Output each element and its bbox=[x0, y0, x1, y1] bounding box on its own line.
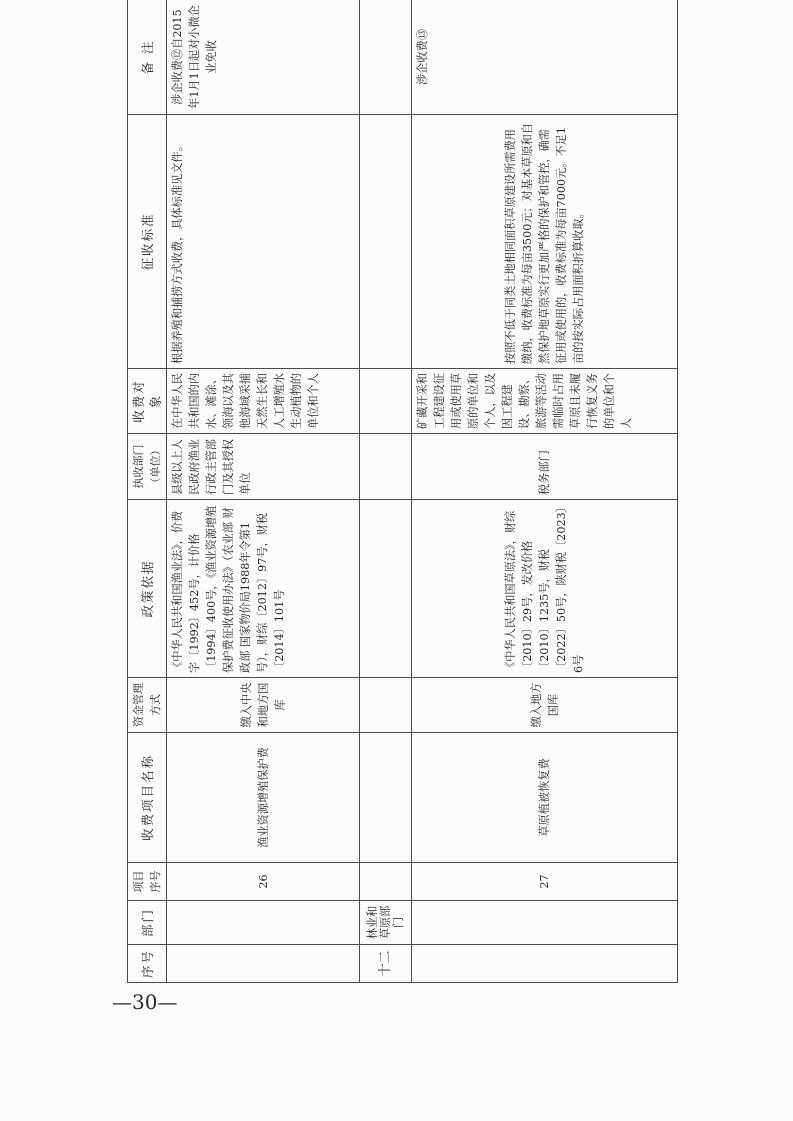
page-number: —30— bbox=[112, 990, 178, 1014]
cell-item-no: 27 bbox=[412, 863, 678, 901]
cell-fund: 缴入地方国库 bbox=[412, 678, 678, 733]
cell-collector: 税务部门 bbox=[412, 434, 678, 500]
cell-payer: 矿藏开采和工程建设征用或使用草原的单位和个人，以及因工程建设、勘察、旅游等活动需临时占用草原且未履行恢复义务的单位和个人 bbox=[412, 369, 678, 434]
cell-seq: 十二 bbox=[360, 945, 412, 983]
cell-basis bbox=[360, 500, 412, 678]
cell-name: 草原植被恢复费 bbox=[412, 733, 678, 863]
cell-name bbox=[360, 733, 412, 863]
cell-fund bbox=[360, 678, 412, 733]
header-payer: 收费对象 bbox=[128, 369, 167, 434]
header-standard: 征收标准 bbox=[128, 115, 167, 369]
cell-note: 涉企收费⑬ bbox=[412, 0, 678, 115]
header-fund: 资金管理方式 bbox=[128, 678, 167, 733]
cell-basis: 《中华人民共和国渔业法》，价费字〔1992〕452号，计价格〔1994〕400号，《渔业资源增殖保护费征收使用办法》（农业部 财政部 国家物价局1988年令第1号），财综〔2012〕97号，财税〔2014〕101号 bbox=[167, 500, 360, 678]
header-note: 备 注 bbox=[128, 0, 167, 115]
table-row bbox=[167, 0, 360, 983]
cell-item-no: 26 bbox=[167, 863, 360, 901]
header-seq: 序号 bbox=[128, 945, 167, 983]
cell-note: 涉企收费⑫自2015年1月1日起对小微企业免收 bbox=[167, 0, 360, 115]
cell-standard bbox=[360, 115, 412, 369]
cell-fund: 缴入中央和地方国库 bbox=[167, 678, 360, 733]
cell-item-no bbox=[360, 863, 412, 901]
header-name: 收费项目名称 bbox=[128, 733, 167, 863]
cell-standard: 按照不低于同类土地相同面积草原建设所需费用缴纳，收费标准为每亩3500元；对基本草原和自然保护地草原实行更加严格的保护和管控，确需征用或使用的，收费标准为每亩7000元。不足1亩的按实际占用面积折算收取。 bbox=[412, 115, 678, 369]
fee-table bbox=[127, 0, 678, 983]
cell-basis: 《中华人民共和国草原法》，财综〔2010〕29号，发改价格〔2010〕1235号，财税〔2022〕50号，陕财税〔2023〕6号 bbox=[412, 500, 678, 678]
header-collector: 执收部门（单位） bbox=[128, 434, 167, 500]
header-item-no: 项目序号 bbox=[128, 863, 167, 901]
header-basis: 政策依据 bbox=[128, 500, 167, 678]
cell-name: 渔业资源增殖保护费 bbox=[167, 733, 360, 863]
cell-payer bbox=[360, 369, 412, 434]
cell-note bbox=[360, 0, 412, 115]
cell-dept bbox=[167, 901, 360, 945]
cell-seq bbox=[412, 945, 678, 983]
rotated-page bbox=[127, 0, 672, 983]
cell-standard: 根据养殖和捕捞方式收费，具体标准见文件。 bbox=[167, 115, 360, 369]
cell-seq bbox=[167, 945, 360, 983]
cell-collector: 县级以上人民政府渔业行政主管部门及其授权单位 bbox=[167, 434, 360, 500]
cell-payer: 在中华人民共和国的内水、滩涂、领海以及其他海域采捕天然生长和人工增殖水生动植物的单位和个人 bbox=[167, 369, 360, 434]
cell-dept: 林业和草原部门 bbox=[360, 901, 412, 945]
table-row bbox=[360, 0, 412, 983]
header-row bbox=[128, 0, 167, 983]
header-dept: 部门 bbox=[128, 901, 167, 945]
cell-dept bbox=[412, 901, 678, 945]
cell-collector bbox=[360, 434, 412, 500]
table-row bbox=[412, 0, 678, 983]
